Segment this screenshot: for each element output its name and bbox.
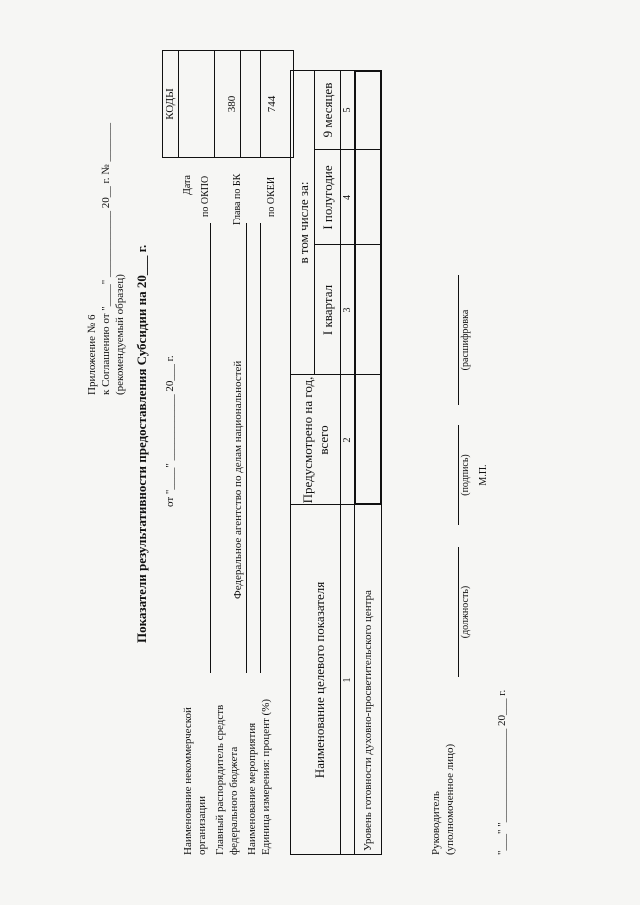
meta-label-grbs2: федерального бюджета bbox=[228, 746, 240, 855]
table-row-highlight bbox=[354, 70, 382, 505]
appendix-agreement: к Соглашению от "____" ____________ 20__ г. № _______ bbox=[100, 122, 112, 395]
meta-label-org2: организации bbox=[196, 795, 208, 855]
col-header-planned: Предусмотрено на год, всего bbox=[300, 376, 331, 504]
signature-head-title: Руководитель bbox=[430, 791, 442, 855]
col-number-5: 5 bbox=[342, 107, 353, 113]
table-row-indicator-name: Уровень готовности духовно-просветительского центра bbox=[362, 590, 374, 851]
col-number-2: 2 bbox=[342, 437, 353, 443]
signature-position-label: (должность) bbox=[460, 585, 471, 639]
meta-label-event: Наименование мероприятия bbox=[246, 722, 258, 855]
col-header-including: в том числе за: bbox=[296, 181, 311, 264]
okei-code: 744 bbox=[266, 95, 278, 113]
okpo-label: по ОКПО bbox=[200, 175, 211, 217]
col-header-m9: 9 месяцев bbox=[320, 82, 335, 138]
col-header-q1: I квартал bbox=[320, 284, 335, 336]
signature-head-subtitle: (уполномоченное лицо) bbox=[444, 743, 456, 855]
col-header-h1: I полугодие bbox=[320, 165, 335, 230]
date-code-label: Дата bbox=[182, 175, 193, 195]
meta-label-unit: Единица измерения: процент (%) bbox=[260, 698, 272, 855]
col-number-1: 1 bbox=[342, 677, 353, 683]
signature-date: "___" "_________________ 20___ г. bbox=[496, 689, 508, 855]
signature-decode-label: (расшифровка bbox=[460, 309, 471, 371]
bk-label: Глава по БК bbox=[232, 173, 243, 225]
page-title: Показатели результативности предоставления Субсидии на 20___ г. bbox=[134, 244, 149, 643]
signature-stamp: М.П. bbox=[478, 464, 489, 486]
bk-code: 380 bbox=[226, 95, 238, 113]
col-number-3: 3 bbox=[342, 307, 353, 313]
appendix-note: (рекомендуемый образец) bbox=[114, 274, 126, 395]
okei-label: по ОКЕИ bbox=[266, 176, 277, 217]
grbs-value: Федеральное агентство по делам национальностей bbox=[232, 360, 244, 599]
appendix-number: Приложение № 6 bbox=[86, 314, 98, 395]
meta-label-grbs1: Главный распорядитель средств bbox=[214, 704, 226, 855]
codes-header: КОДЫ bbox=[164, 88, 176, 120]
col-number-4: 4 bbox=[342, 195, 353, 200]
signature-sign-label: (подпись) bbox=[460, 454, 471, 496]
col-header-name: Наименование целевого показателя bbox=[312, 581, 327, 779]
meta-label-org1: Наименование некоммерческой bbox=[182, 707, 194, 855]
report-date-line: от "____" ____________ 20___ г. bbox=[164, 355, 176, 507]
